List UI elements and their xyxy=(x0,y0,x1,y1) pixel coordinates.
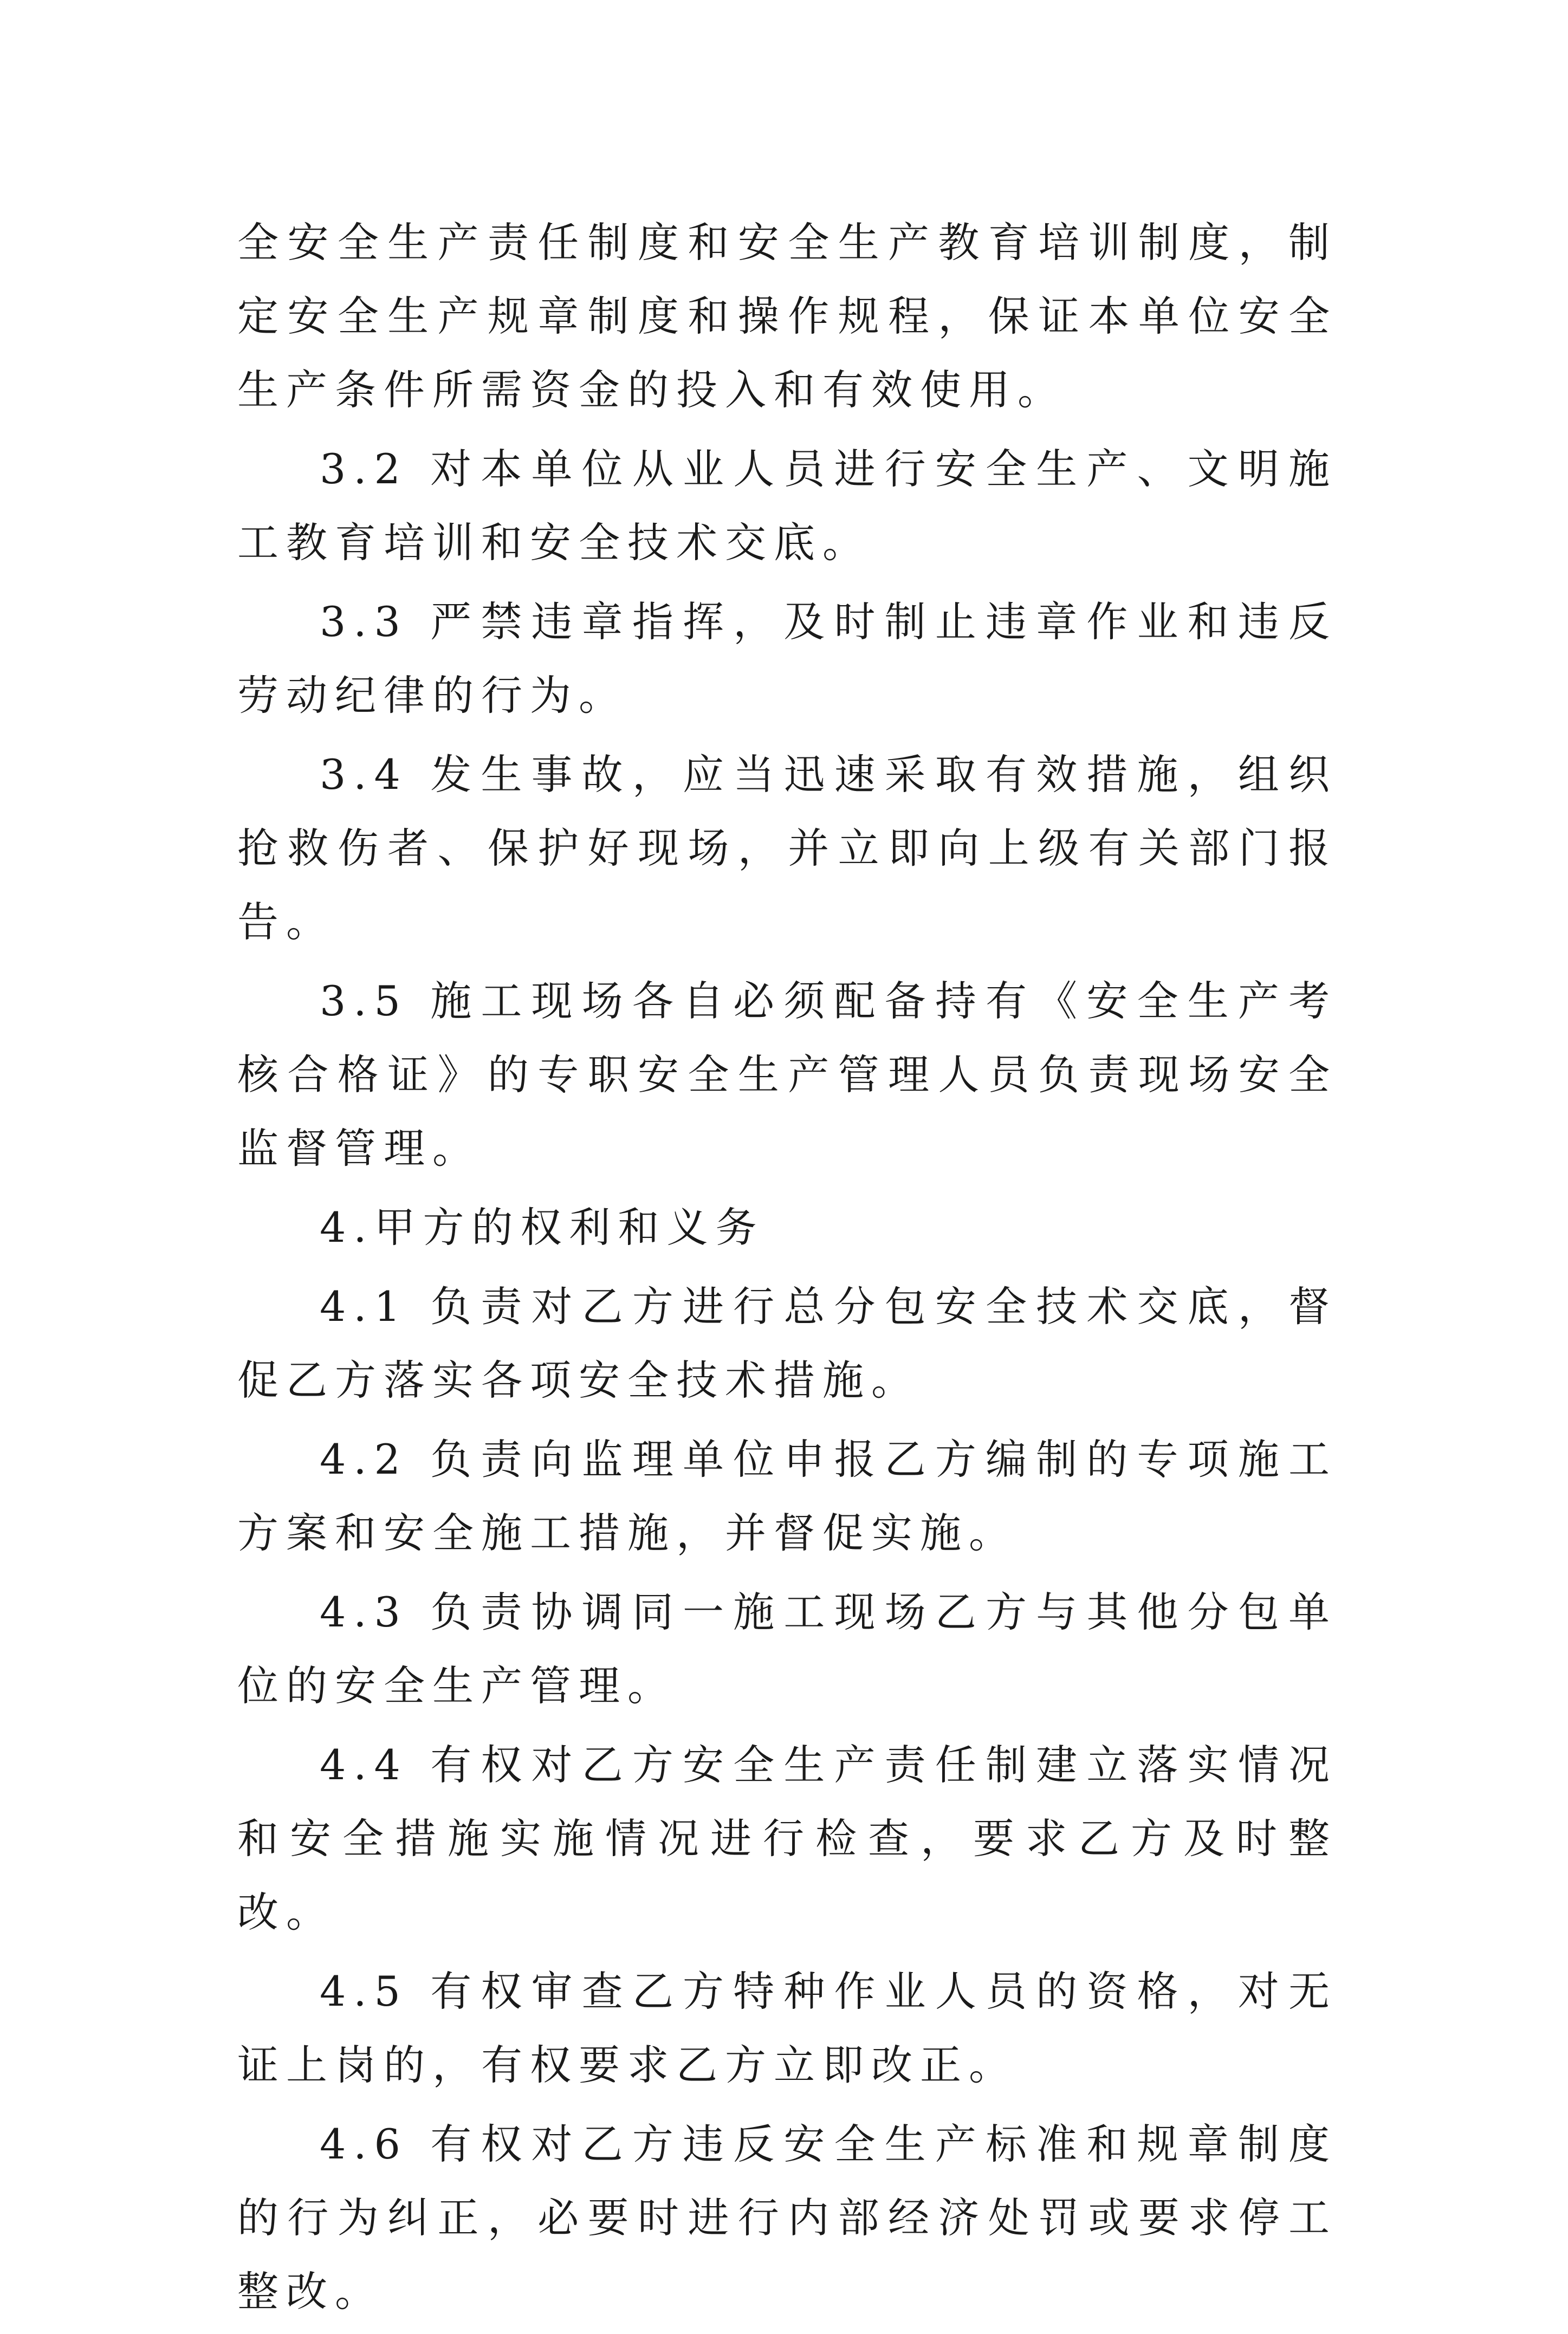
document-body xyxy=(237,206,1337,2334)
paragraph-4-6: 4.6 有权对乙方违反安全生产标准和规章制度的行为纠正，必要时进行内部经济处罚或要求停工整改。 xyxy=(237,2120,1337,2316)
paragraph-4-5: 4.5 有权审查乙方特种作业人员的资格，对无证上岗的，有权要求乙方立即改正。 xyxy=(237,1967,1337,2089)
paragraph-3-3: 3.3 严禁违章指挥，及时制止违章作业和违反劳动纪律的行为。 xyxy=(237,598,1337,719)
section-heading-4: 4.甲方的权利和义务 xyxy=(320,1203,764,1252)
paragraph-continuation: 全安全生产责任制度和安全生产教育培训制度，制定安全生产规章制度和操作规程，保证本单位安全生产条件所需资金的投入和有效使用。 xyxy=(237,218,1337,414)
paragraph-3-4: 3.4 发生事故，应当迅速采取有效措施，组织抢救伤者、保护好现场，并立即向上级有关部门报告。 xyxy=(237,750,1337,946)
paragraph-3-5: 3.5 施工现场各自必须配备持有《安全生产考核合格证》的专职安全生产管理人员负责现场安全监督管理。 xyxy=(237,977,1337,1172)
paragraph-4-1: 4.1 负责对乙方进行总分包安全技术交底，督促乙方落实各项安全技术措施。 xyxy=(237,1282,1337,1404)
paragraph-3-2: 3.2 对本单位从业人员进行安全生产、文明施工教育培训和安全技术交底。 xyxy=(237,445,1337,567)
paragraph-4-3: 4.3 负责协调同一施工现场乙方与其他分包单位的安全生产管理。 xyxy=(237,1588,1337,1710)
paragraph-4-4: 4.4 有权对乙方安全生产责任制建立落实情况和安全措施实施情况进行检查，要求乙方及时整改。 xyxy=(237,1741,1337,1936)
paragraph-4-2: 4.2 负责向监理单位申报乙方编制的专项施工方案和安全施工措施，并督促实施。 xyxy=(237,1435,1337,1557)
